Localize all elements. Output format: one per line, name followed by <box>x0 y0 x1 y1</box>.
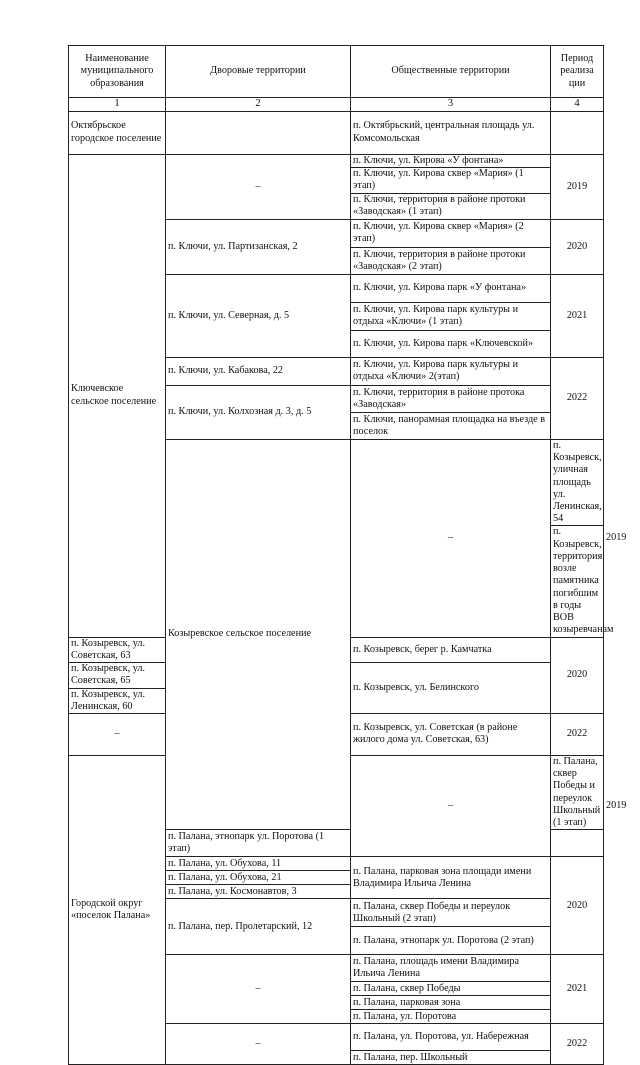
header-yard-territories: Дворовые территории <box>166 46 351 98</box>
yard-territory: п. Ключи, ул. Северная, д. 5 <box>166 274 351 357</box>
yard-territory: п. Ключи, ул. Партизанская, 2 <box>166 219 351 274</box>
header-public-territories: Общественные территории <box>351 46 551 98</box>
public-territory: п. Октябрьский, центральная площадь ул. Комсомольская <box>351 111 551 154</box>
public-territory: п. Ключи, ул. Кирова парк «У фонтана» <box>351 274 551 302</box>
public-territory: п. Палана, парковая зона <box>351 996 551 1010</box>
public-territory: п. Ключи, территория в районе протоки «Заводская» (2 этап) <box>351 247 551 274</box>
public-territory: п. Ключи, территория в районе протоки «Заводская» (1 этап) <box>351 193 551 219</box>
period-year: 2022 <box>551 713 604 755</box>
yard-territory: п. Палана, ул. Обухова, 21 <box>166 871 351 885</box>
period-year: 2020 <box>551 637 604 713</box>
period-year: 2020 <box>551 219 604 274</box>
yard-territory: п. Козыревск, ул. Ленинская, 60 <box>69 688 166 713</box>
public-territory: п. Палана, сквер Победы и переулок Школьный (2 этап) <box>351 899 551 927</box>
period-year: 2022 <box>551 1024 604 1065</box>
public-territory: п. Ключи, ул. Кирова сквер «Мария» (1 этап) <box>351 167 551 193</box>
period-year: 2022 <box>551 357 604 439</box>
public-territory: п. Ключи, ул. Кирова парк культуры и отдыха «Ключи» (1 этап) <box>351 302 551 330</box>
public-territory: п. Палана, парковая зона площади имени Владимира Ильича Ленина <box>351 857 551 899</box>
header-period: Период реализа ции <box>551 46 604 98</box>
col-index: 1 <box>69 98 166 112</box>
col-index: 3 <box>351 98 551 112</box>
public-territory: п. Ключи, ул. Кирова «У фонтана» <box>351 154 551 167</box>
period-year: 2021 <box>551 955 604 1024</box>
public-territory: п. Палана, ул. Поротова, ул. Набережная <box>351 1024 551 1051</box>
period-cell-empty <box>551 111 604 154</box>
public-territory: п. Козыревск, берег р. Камчатка <box>351 637 551 662</box>
period-year: 2019 <box>551 154 604 219</box>
public-territory: п. Ключи, ул. Кирова сквер «Мария» (2 этап) <box>351 219 551 247</box>
public-territory: п. Ключи, ул. Кирова парк культуры и отдыха «Ключи» 2(этап) <box>351 357 551 385</box>
municipality-name: Козыревское сельское поселение <box>166 439 351 830</box>
public-territory: п. Палана, этнопарк ул. Поротова (2 этап) <box>351 927 551 955</box>
improvement-plan-table: Наименование муниципального образования Дворовые территории Общественные территории Период реализа ции 1 2 3 4 Октябрьское городское поселение п. Октябрьский, центральная площадь ул. Комсомольская Ключевское сельское поселение – п. Ключи, ул. Кирова «У фонтана» 2019 п. Ключи, ул. Кирова сквер «Мария» (1 этап) п. Ключи, территория в районе протоки «Заводская» (1 этап) п. Ключи, ул. Партизанская, 2 п. Ключи, ул. Кирова сквер «Мария» (2 этап) 2020 п. Ключи, территория в районе протоки «Заводская» (2 этап) п. Ключи, ул. Северная, д. 5 п. Ключи, ул. Кирова парк «У фонтана» 2021 п. Ключи, ул. Кирова парк культуры и отдыха «Ключи» (1 этап) п. Ключи, ул. Кирова парк «Ключевской» п. Ключи, ул. Кабакова, 22 п. Ключи, ул. Кирова парк культуры и отдыха «Ключи» 2(этап) 2022 п. Ключи, ул. Колхозная д. 3, д. 5 п. Ключи, территория в районе протока «Заводская» п. Ключи, панорамная площадка на въезде в поселок Козыревское сельское поселение – п. Козыревск, уличная площадь ул. Ленинская, 54 2019 п. Козыревск, территория возле памятника погибшим в годы ВОВ козыревчанам п. Козыревск, ул. Советская, 63 п. Козыревск, берег р. Камчатка 2020 п. Козыревск, ул. Советская, 65 п. Козыревск, ул. Белинского п. Козыревск, ул. Ленинская, 60 – п. Козыревск, ул. Советская (в районе жилого дома ул. Советская, 63) 2022 Городской округ «поселок Палана» – п. Палана, сквер Победы и переулок Школьный (1 этап) 2019 п. Палана, этнопарк ул. Поротова (1 этап) п. Палана, ул. Обухова, 11 п. Палана, парковая зона площади имени Владимира Ильича Ленина 2020 п. Палана, ул. Обухова, 21 п. Палана, ул. Космонавтов, 3 п. Палана, пер. Пролетарский, 12 п. Палана, сквер Победы и переулок Школьный (2 этап) п. Палана, этнопарк ул. Поротова (2 этап) – п. Палана, площадь имени Владимира Ильича Ленина 2021 п. Палана, сквер Победы п. Палана, парковая зона п. Палана, ул. Поротова – п. Палана, ул. Поротова, ул. Набережная 2022 п. Палана, пер. Школьный <box>68 45 604 1065</box>
public-territory: п. Палана, этнопарк ул. Поротова (1 этап) <box>166 830 351 857</box>
period-year: 2020 <box>551 857 604 955</box>
yard-dash: – <box>351 439 551 637</box>
col-index: 4 <box>551 98 604 112</box>
public-territory: п. Палана, сквер Победы <box>351 982 551 996</box>
yard-territory: п. Козыревск, ул. Советская, 65 <box>69 663 166 688</box>
yard-territory: п. Палана, пер. Пролетарский, 12 <box>166 899 351 955</box>
yard-dash: – <box>166 154 351 219</box>
yard-dash: – <box>351 755 551 856</box>
public-territory: п. Палана, сквер Победы и переулок Школьный (1 этап) <box>551 755 604 829</box>
yard-dash: – <box>166 1024 351 1065</box>
col-index: 2 <box>166 98 351 112</box>
period-year: 2021 <box>551 274 604 357</box>
yard-territory: п. Ключи, ул. Кабакова, 22 <box>166 357 351 385</box>
public-territory: п. Палана, площадь имени Владимира Ильича Ленина <box>351 955 551 982</box>
public-territory: п. Палана, ул. Поротова <box>351 1010 551 1024</box>
municipality-name: Октябрьское городское поселение <box>69 111 166 154</box>
public-territory: п. Козыревск, ул. Белинского <box>351 663 551 714</box>
yard-territory: п. Палана, ул. Космонавтов, 3 <box>166 885 351 899</box>
yard-dash: – <box>69 713 166 755</box>
public-territory: п. Палана, пер. Школьный <box>351 1051 551 1065</box>
yard-territory: п. Палана, ул. Обухова, 11 <box>166 857 351 871</box>
municipality-name: Ключевское сельское поселение <box>69 154 166 637</box>
public-territory: п. Козыревск, ул. Советская (в районе жилого дома ул. Советская, 63) <box>351 713 551 755</box>
yard-territory: п. Козыревск, ул. Советская, 63 <box>69 637 166 662</box>
public-territory: п. Ключи, панорамная площадка на въезде в поселок <box>351 412 551 439</box>
yard-cell-empty <box>166 111 351 154</box>
yard-territory: п. Ключи, ул. Колхозная д. 3, д. 5 <box>166 385 351 439</box>
public-territory: п. Ключи, территория в районе протока «Заводская» <box>351 385 551 412</box>
yard-dash: – <box>166 955 351 1024</box>
public-territory: п. Козыревск, территория возле памятника погибшим в годы ВОВ козыревчанам <box>551 526 604 637</box>
header-municipality: Наименование муниципального образования <box>69 46 166 98</box>
public-territory: п. Ключи, ул. Кирова парк «Ключевской» <box>351 330 551 357</box>
public-territory: п. Козыревск, уличная площадь ул. Ленинская, 54 <box>551 439 604 526</box>
municipality-name: Городской округ «поселок Палана» <box>69 755 166 1064</box>
